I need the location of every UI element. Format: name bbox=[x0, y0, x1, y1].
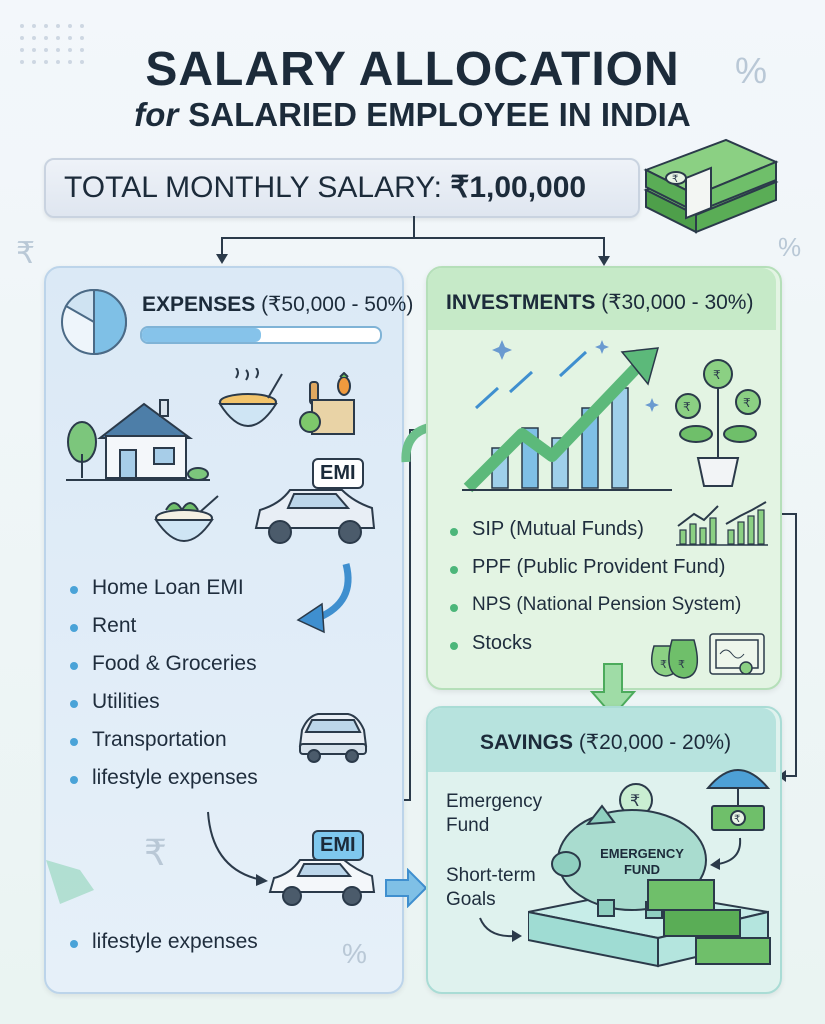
curved-arrow-small-2 bbox=[478, 914, 524, 944]
curved-arrow-icon bbox=[292, 560, 362, 640]
house-icon bbox=[62, 394, 212, 486]
bullet-dot bbox=[70, 738, 78, 746]
car-icon bbox=[250, 480, 380, 550]
car-icon-2 bbox=[266, 852, 378, 908]
svg-text:₹: ₹ bbox=[734, 814, 741, 825]
bullet-dot bbox=[450, 642, 458, 650]
investment-item-label: Stocks bbox=[472, 632, 533, 654]
subtitle-prefix: for bbox=[134, 96, 179, 133]
percent-decoration-3: % bbox=[342, 938, 367, 969]
svg-text:₹: ₹ bbox=[678, 658, 685, 671]
expense-item-label: Rent bbox=[92, 614, 137, 637]
expense-item-label: lifestyle expenses bbox=[92, 766, 258, 789]
emergency-fund-label: Emergency Fund bbox=[446, 791, 543, 836]
curved-connector-arrow bbox=[202, 810, 272, 890]
percent-decoration: % bbox=[735, 50, 768, 91]
investment-item-label: SIP (Mutual Funds) bbox=[472, 518, 644, 540]
piggy-label bbox=[582, 846, 702, 878]
rupee-decoration-3: ₹ bbox=[144, 832, 167, 873]
savings-heading-detail: (₹20,000 - 20%) bbox=[578, 731, 732, 754]
expense-item-label: Utilities bbox=[92, 690, 160, 713]
svg-text:₹: ₹ bbox=[713, 368, 721, 382]
expenses-heading bbox=[142, 292, 413, 317]
savings-heading-label: SAVINGS bbox=[480, 731, 573, 754]
savings-heading bbox=[480, 730, 731, 755]
rupee-decoration: ₹ bbox=[16, 237, 36, 270]
emi-tag: EMI bbox=[312, 458, 364, 489]
piggy-label-line2: FUND bbox=[623, 862, 661, 877]
expenses-heading-label: EXPENSES bbox=[142, 293, 256, 316]
small-car-icon bbox=[294, 708, 372, 766]
expenses-progress-bar bbox=[140, 326, 382, 344]
piggy-bank-icon bbox=[528, 780, 778, 986]
emi-tag-2: EMI bbox=[312, 830, 364, 861]
svg-text:₹: ₹ bbox=[660, 658, 667, 671]
short-term-goals-label: Short-term Goals bbox=[446, 865, 536, 910]
expenses-progress-fill bbox=[142, 328, 261, 342]
bullet-dot bbox=[70, 662, 78, 670]
svg-text:₹: ₹ bbox=[683, 400, 691, 414]
investment-item-label: PPF (Public Provident Fund) bbox=[472, 556, 726, 578]
noodle-bowl-icon bbox=[150, 492, 222, 554]
bullet-dot bbox=[450, 566, 458, 574]
expense-item-label: Food & Groceries bbox=[92, 652, 257, 675]
svg-text:₹: ₹ bbox=[630, 791, 641, 810]
expense-extra-item: lifestyle expenses bbox=[92, 930, 258, 953]
money-plant-icon bbox=[672, 350, 764, 492]
abstract-shape-decoration bbox=[40, 850, 100, 910]
page-title: SALARY ALLOCATION bbox=[145, 43, 680, 96]
bullet-dot bbox=[70, 586, 78, 594]
piggy-label-line1: EMERGENCY bbox=[600, 846, 684, 861]
total-salary-amount: ₹1,00,000 bbox=[450, 171, 587, 204]
growth-chart-icon bbox=[462, 338, 672, 494]
percent-decoration-2: % bbox=[778, 232, 802, 262]
food-bowl-icon bbox=[214, 368, 286, 438]
investments-heading-detail: (₹30,000 - 30%) bbox=[601, 291, 754, 314]
pie-chart-icon bbox=[58, 286, 130, 358]
mini-charts-icon bbox=[674, 500, 770, 548]
svg-text:₹: ₹ bbox=[672, 174, 679, 185]
investment-item-label: NPS (National Pension System) bbox=[472, 594, 742, 615]
money-bags-certificate-icon bbox=[644, 630, 768, 680]
expenses-heading-detail: (₹50,000 - 50%) bbox=[261, 293, 414, 316]
arrow-right-icon bbox=[384, 868, 428, 908]
expense-item-label: Home Loan EMI bbox=[92, 576, 244, 599]
list-item bbox=[70, 930, 370, 960]
bullet-dot bbox=[70, 940, 78, 948]
bullet-dot bbox=[70, 624, 78, 632]
bullet-dot bbox=[450, 604, 458, 612]
bullet-dot bbox=[450, 528, 458, 536]
bullet-dot bbox=[70, 700, 78, 708]
investments-heading-label: INVESTMENTS bbox=[446, 291, 596, 314]
bullet-dot bbox=[70, 776, 78, 784]
svg-text:₹: ₹ bbox=[743, 396, 751, 410]
groceries-bag-icon bbox=[296, 372, 362, 438]
total-salary-label: TOTAL MONTHLY SALARY: bbox=[64, 171, 442, 204]
subtitle-main: SALARIED EMPLOYEE IN INDIA bbox=[188, 96, 691, 133]
expense-item-label: Transportation bbox=[92, 728, 227, 751]
investments-heading bbox=[446, 290, 753, 315]
